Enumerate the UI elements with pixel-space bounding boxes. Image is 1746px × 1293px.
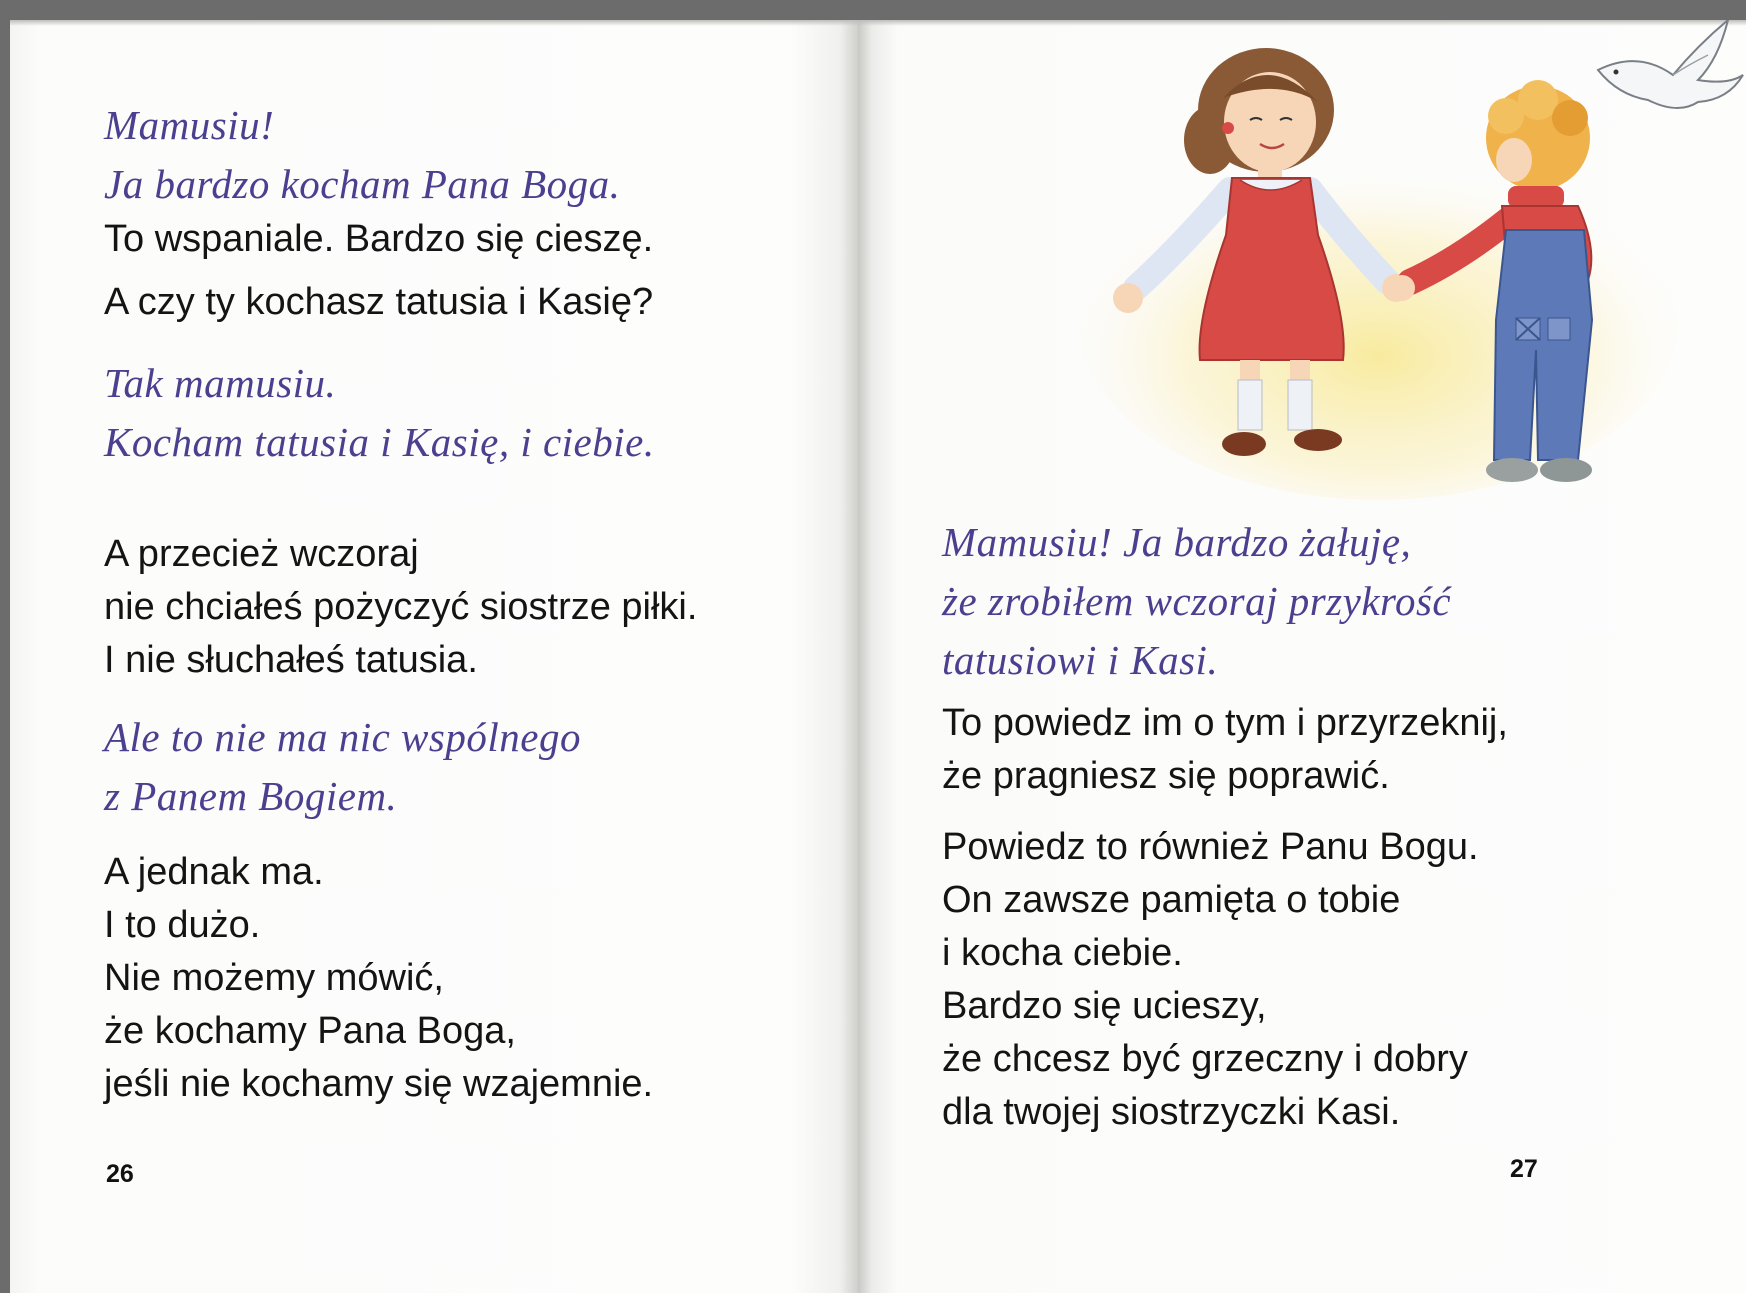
text-line: że kochamy Pana Boga,: [104, 1010, 516, 1052]
text-line: Nie możemy mówić,: [104, 957, 444, 999]
text-line: nie chciałeś pożyczyć siostrze piłki.: [104, 586, 698, 628]
children-illustration: [1018, 20, 1746, 520]
text-line: Kocham tatusia i Kasię, i ciebie.: [104, 419, 655, 465]
text-line: że zrobiłem wczoraj przykrość: [942, 578, 1452, 624]
right-block-1: [942, 513, 1451, 690]
right-page: [858, 20, 1746, 1293]
page-edge-shadow: [10, 20, 858, 26]
right-block-3: [942, 821, 1479, 1139]
text-line: Tak mamusiu.: [104, 360, 337, 406]
left-block-2: [104, 213, 653, 266]
text-line: tatusiowi i Kasi.: [942, 637, 1219, 683]
left-block-5: [104, 528, 697, 687]
text-line: Ja bardzo kocham Pana Boga.: [104, 161, 621, 207]
text-line: dla twojej siostrzyczki Kasi.: [942, 1091, 1401, 1133]
left-block-7: [104, 846, 653, 1111]
text-line: Powiedz to również Panu Bogu.: [942, 826, 1479, 868]
text-line: Mamusiu!: [104, 102, 275, 148]
text-line: Ale to nie ma nic wspólnego: [104, 714, 581, 760]
left-page: [10, 20, 858, 1293]
text-line: A przecież wczoraj: [104, 533, 419, 575]
text-line: I to dużo.: [104, 904, 261, 946]
text-line: Mamusiu! Ja bardzo żałuję,: [942, 519, 1412, 565]
text-line: i kocha ciebie.: [942, 932, 1183, 974]
text-line: A czy ty kochasz tatusia i Kasię?: [104, 281, 654, 323]
right-block-2: [942, 697, 1508, 803]
text-line: On zawsze pamięta o tobie: [942, 879, 1401, 921]
page-number-left: 26: [106, 1160, 134, 1188]
book-spread: [10, 20, 1746, 1293]
text-line: z Panem Bogiem.: [104, 773, 398, 819]
dove-icon: [1598, 20, 1743, 108]
text-line: To wspaniale. Bardzo się cieszę.: [104, 218, 654, 260]
text-line: że chcesz być grzeczny i dobry: [942, 1038, 1468, 1080]
text-line: jeśli nie kochamy się wzajemnie.: [104, 1063, 654, 1105]
text-line: Bardzo się ucieszy,: [942, 985, 1267, 1027]
text-line: To powiedz im o tym i przyrzeknij,: [942, 702, 1508, 744]
left-block-6: [104, 708, 581, 826]
text-line: I nie słuchałeś tatusia.: [104, 639, 478, 681]
left-block-3: [104, 276, 653, 329]
page-number-right: 27: [1510, 1155, 1538, 1183]
text-line: A jednak ma.: [104, 851, 324, 893]
left-block-1: [104, 96, 620, 214]
text-line: że pragniesz się poprawić.: [942, 755, 1390, 797]
left-block-4: [104, 354, 655, 472]
